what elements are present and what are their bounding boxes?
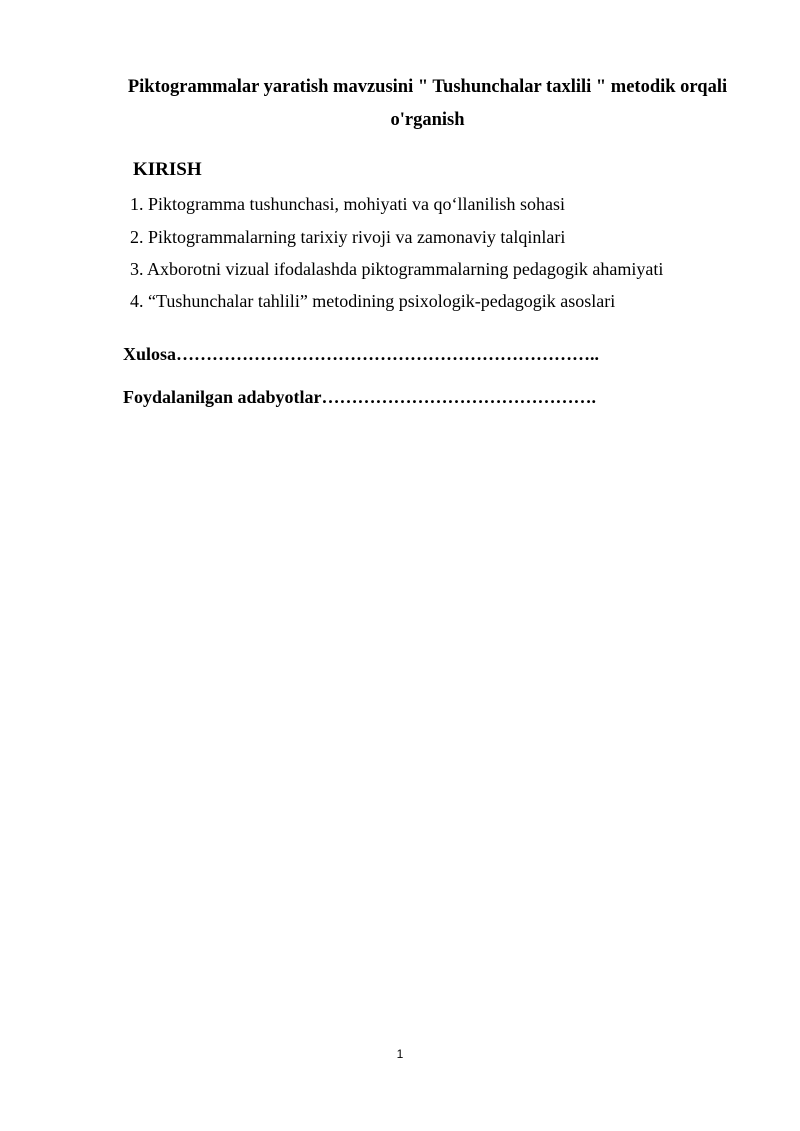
conclusion-entry: Xulosa……………………………………………………………..	[123, 344, 600, 364]
toc-item: 2. Piktogrammalarning tarixiy rivoji va zamonaviy talqinlari	[130, 227, 566, 247]
page-number: 1	[396, 1047, 404, 1061]
document-title-line-2: o'rganish	[390, 110, 465, 130]
document-title-line-1: Piktogrammalar yaratish mavzusini " Tushunchalar taxlili " metodik orqali	[127, 77, 728, 97]
toc-item: 4. “Tushunchalar tahlili” metodining psixologik-pedagogik asoslari	[130, 291, 616, 311]
toc-item: 3. Axborotni vizual ifodalashda piktogrammalarning pedagogik ahamiyati	[130, 259, 664, 279]
references-entry: Foydalanilgan adabyotlar……………………………………….	[123, 387, 597, 407]
intro-heading: KIRISH	[133, 159, 202, 180]
toc-item: 1. Piktogramma tushunchasi, mohiyati va qo‘llanilish sohasi	[130, 194, 565, 214]
